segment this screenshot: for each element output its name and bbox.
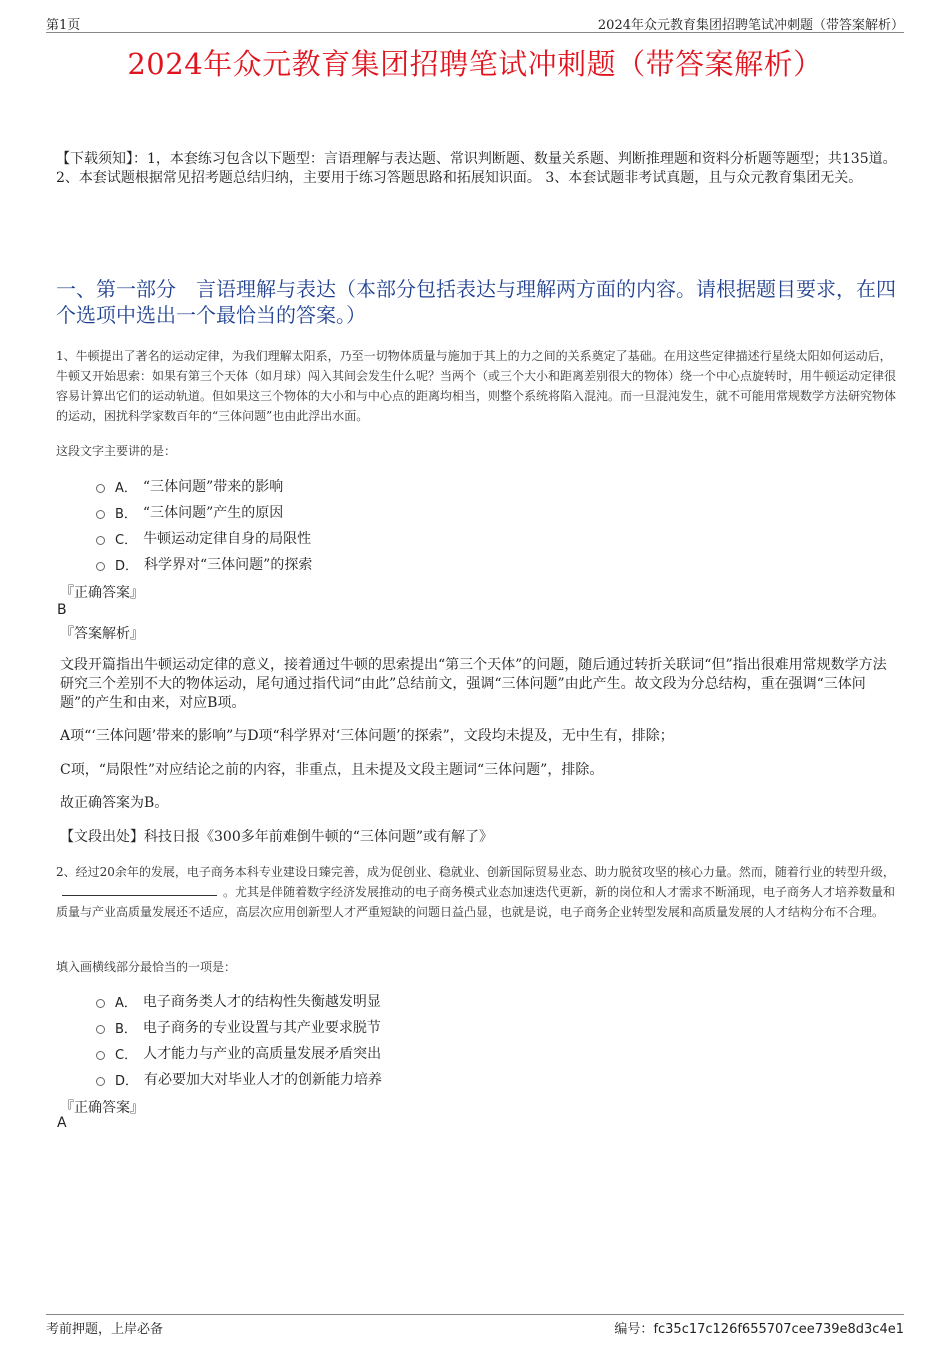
- footer-id: 编号：fc35c17c126f655707cee739e8d3c4e1: [614, 1322, 904, 1337]
- radio-icon[interactable]: [96, 1077, 105, 1086]
- q1-options: [96, 473, 312, 577]
- q2-question: 填入画横线部分最恰当的一项是：: [56, 960, 237, 974]
- q1-passage: 1、牛顿提出了著名的运动定律，为我们理解太阳系，乃至一切物体质量与施加于其上的力之间的关系奠定了基础。在用这些定律描述行星绕太阳如何运动后，牛顿又开始思索：如果有第三个天体（如月球）闯入其间会发生什么呢？当两个（或三个大小和距离差别很大的物体）绕一个中心点旋转时，用牛顿运动定律很容易计算出它们的运动轨道。但如果这三个物体的大小和与中心点的距离均相当，则整个系统将陷入混沌。而一旦混沌发生，就不可能用常规数学方法研究物体的运动，困扰科学家数百年的“三体问题”也由此浮出水面。: [56, 349, 897, 423]
- fill-blank: [62, 883, 217, 896]
- q1-option-c[interactable]: C． 牛顿运动定律自身的局限性: [96, 525, 312, 551]
- page-header: [46, 14, 904, 33]
- radio-icon[interactable]: [96, 536, 105, 545]
- download-notice: 【下载须知】：1，本套练习包含以下题型：言语理解与表达题、常识判断题、数量关系题、判断推理题和资料分析题等题型；共135道。 2、本套试题根据常见招考题总结归纳，主要用于练习答题思路和拓展知识面。 3、本套试题非考试真题，且与众元教育集团无关。: [56, 151, 897, 186]
- q2-option-c[interactable]: C． 人才能力与产业的高质量发展矛盾突出: [96, 1040, 382, 1066]
- q1-analysis-1: 文段开篇指出牛顿运动定律的意义，接着通过牛顿的思索提出“第三个天体”的问题，随后通过转折关联词“但”指出很难用常规数学方法研究三个差别不大的物体运动，尾句通过指代词“由此”总结前文，强调“三体问题”由此产生。故文段为分总结构，重在强调“三体问题”的产生和由来，对应B项。: [60, 657, 887, 711]
- q1-answer: B: [57, 602, 67, 618]
- q1-option-d[interactable]: D． 科学界对“三体问题”的探索: [96, 551, 312, 577]
- q1-option-b[interactable]: B． “三体问题”产生的原因: [96, 499, 312, 525]
- radio-icon[interactable]: [96, 999, 105, 1008]
- q2-answer-label: 『正确答案』: [60, 1100, 144, 1116]
- page-number: 第1页: [46, 18, 81, 33]
- q1-analysis-3: C项，“局限性”对应结论之前的内容，非重点，且未提及文段主题词“三体问题”，排除。: [60, 762, 604, 778]
- radio-icon[interactable]: [96, 484, 105, 493]
- q2-answer: A: [57, 1115, 67, 1131]
- q1-analysis-2: A项“‘三体问题’带来的影响”与D项“科学界对‘三体问题’的探索”，文段均未提及，无中生有，排除；: [60, 728, 674, 744]
- q1-source: 【文段出处】科技日报《300多年前难倒牛顿的“三体问题”或有解了》: [60, 829, 494, 845]
- radio-icon[interactable]: [96, 510, 105, 519]
- radio-icon[interactable]: [96, 562, 105, 571]
- q2-option-a[interactable]: A． 电子商务类人才的结构性失衡越发明显: [96, 988, 382, 1014]
- q2-option-b[interactable]: B． 电子商务的专业设置与其产业要求脱节: [96, 1014, 382, 1040]
- radio-icon[interactable]: [96, 1025, 105, 1034]
- q1-analysis-label: 『答案解析』: [60, 626, 144, 642]
- q2-options: [96, 988, 382, 1092]
- radio-icon[interactable]: [96, 1051, 105, 1060]
- section-title: 一、第一部分 言语理解与表达（本部分包括表达与理解两方面的内容。请根据题目要求，在四个选项中选出一个最恰当的答案。）: [56, 277, 896, 327]
- q2-option-d[interactable]: D． 有必要加大对毕业人才的创新能力培养: [96, 1066, 382, 1092]
- q1-option-a[interactable]: A． “三体问题”带来的影响: [96, 473, 312, 499]
- page-footer: [46, 1314, 904, 1335]
- footer-slogan: 考前押题，上岸必备: [46, 1322, 164, 1337]
- q1-question: 这段文字主要讲的是：: [56, 444, 177, 458]
- q1-analysis-4: 故正确答案为B。: [60, 795, 169, 811]
- header-doc-title: 2024年众元教育集团招聘笔试冲刺题（带答案解析）: [597, 18, 904, 33]
- q1-answer-label: 『正确答案』: [60, 585, 144, 601]
- q2-passage: 2、经过20余年的发展，电子商务本科专业建设日臻完善，成为促创业、稳就业、创新国际贸易业态、助力脱贫攻坚的核心力量。然而，随着行业的转型升级，。尤其是伴随着数字经济发展推动的电子商务模式业态加速迭代更新，新的岗位和人才需求不断涌现，电子商务人才培养数量和质量与产业高质量发展还不适应，高层次应用创新型人才严重短缺的问题日益凸显，也就是说，电子商务企业转型发展和高质量发展的人才结构分布不合理。: [56, 865, 896, 919]
- document-title: 2024年众元教育集团招聘笔试冲刺题（带答案解析）: [127, 47, 823, 81]
